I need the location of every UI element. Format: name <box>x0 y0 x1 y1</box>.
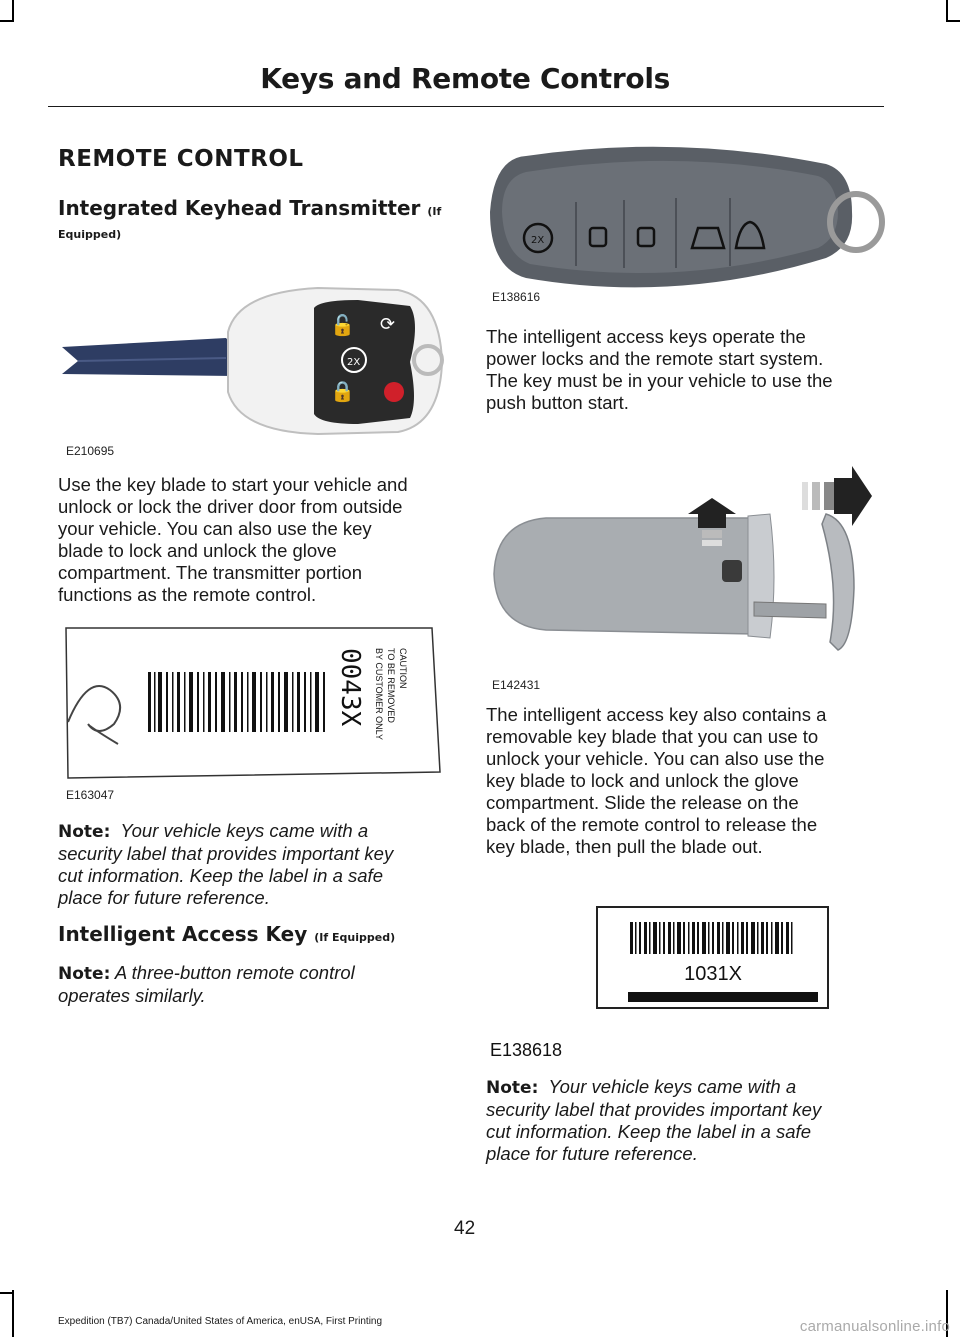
watermark[interactable]: carmanualsonline.info <box>799 1318 950 1335</box>
keyhead-transmitter-figure <box>58 272 448 462</box>
label-code-text: 0043X <box>335 648 365 727</box>
note-security-label <box>58 820 450 909</box>
note-line: place for future reference. <box>486 1143 698 1164</box>
iak-paragraph-1 <box>486 326 882 414</box>
figure-code: E138618 <box>490 1040 563 1060</box>
unlock-icon: 🔓 <box>330 313 355 337</box>
2x-label-icon: 2X <box>347 357 361 368</box>
2x-icon: 2X <box>531 235 545 246</box>
crop-mark <box>946 20 960 22</box>
note-text: Your vehicle keys came with a <box>120 820 369 841</box>
note-line: security label that provides important key <box>58 843 394 864</box>
text-line: The intelligent access key also contains a <box>486 704 827 725</box>
text-line: removable key blade that you can use to <box>486 726 819 747</box>
lock-icon: 🔒 <box>330 379 355 403</box>
text-line: power locks and the remote start system. <box>486 348 824 369</box>
crop-mark <box>12 0 14 22</box>
text-line: functions as the remote control. <box>58 584 317 605</box>
text-line: compartment. The transmitter portion <box>58 562 363 583</box>
ikt-qualifier-2: Equipped) <box>58 228 122 241</box>
figure-code: E210695 <box>66 444 115 458</box>
intelligent-key-fob-figure <box>486 142 886 312</box>
iak-heading <box>58 922 395 946</box>
note-label: Note: <box>58 822 111 842</box>
security-label-figure <box>58 614 448 804</box>
text-line: back of the remote control to release the <box>486 814 818 835</box>
footer-text: Expedition (TB7) Canada/United States of America, enUSA, First Printing <box>58 1316 383 1327</box>
figure-code: E142431 <box>492 678 541 692</box>
note-line: cut information. Keep the label in a safe <box>58 865 383 886</box>
remote-start-icon: ⟳ <box>380 314 396 335</box>
note-text: Your vehicle keys came with a <box>548 1076 797 1097</box>
note-line: security label that provides important key <box>486 1099 822 1120</box>
release-button-icon <box>722 560 742 582</box>
fob-end-cap <box>748 514 774 638</box>
note-text: A three-button remote control <box>114 962 355 983</box>
iak-qualifier: (If Equipped) <box>314 931 396 944</box>
barcode-code-text: 1031X <box>684 963 742 985</box>
text-line: unlock your vehicle. You can also use the <box>486 748 825 769</box>
page-number: 42 <box>454 1218 476 1239</box>
note-label: Note: <box>58 964 111 984</box>
panic-button-icon <box>384 382 404 402</box>
figure-code: E163047 <box>66 788 115 802</box>
text-line: your vehicle. You can also use the key <box>58 518 372 539</box>
note-three-button <box>58 962 450 1007</box>
text-line: The key must be in your vehicle to use the <box>486 370 833 391</box>
caution-line-3: BY CUSTOMER ONLY <box>374 648 384 741</box>
text-line: blade to lock and unlock the glove <box>58 540 337 561</box>
key-blade-icon <box>754 602 826 618</box>
text-line: unlock or lock the driver door from outside <box>58 496 403 517</box>
caution-line-1: CAUTION <box>398 648 408 689</box>
note-security-label-right <box>486 1076 882 1165</box>
note-line <box>58 820 450 843</box>
note-line: operates similarly. <box>58 985 206 1006</box>
barcode-bottom-band <box>628 992 818 1002</box>
text-line: compartment. Slide the release on the <box>486 792 799 813</box>
note-label: Note: <box>486 1078 539 1098</box>
note-line: cut information. Keep the label in a safe <box>486 1121 811 1142</box>
page-header-title: Keys and Remote Controls <box>260 62 670 95</box>
crop-mark <box>0 1292 14 1294</box>
crop-mark <box>0 20 14 22</box>
crop-mark <box>12 1290 14 1337</box>
figure-code: E138616 <box>492 290 541 304</box>
text-line: key blade, then pull the blade out. <box>486 836 763 857</box>
text-line: Use the key blade to start your vehicle and <box>58 474 408 495</box>
ikt-paragraph <box>58 474 450 606</box>
iak-heading-text: Intelligent Access Key <box>58 922 308 946</box>
ikt-heading-text: Integrated Keyhead Transmitter <box>58 196 421 220</box>
note-line <box>486 1076 882 1099</box>
key-blade-release-figure <box>486 458 886 690</box>
text-line: key blade to lock and unlock the glove <box>486 770 799 791</box>
section-title: REMOTE CONTROL <box>58 146 304 172</box>
note-line: place for future reference. <box>58 887 270 908</box>
ikt-heading <box>58 196 441 220</box>
caution-line-2: TO BE REMOVED <box>386 648 396 723</box>
note-line <box>58 962 450 985</box>
iak-paragraph-2 <box>486 704 882 858</box>
text-line: push button start. <box>486 392 629 413</box>
ikt-qualifier-1: (If <box>427 205 442 218</box>
header-rule <box>48 106 884 107</box>
barcode-label-figure <box>596 906 830 1010</box>
crop-mark <box>946 0 948 22</box>
text-line: The intelligent access keys operate the <box>486 326 806 347</box>
